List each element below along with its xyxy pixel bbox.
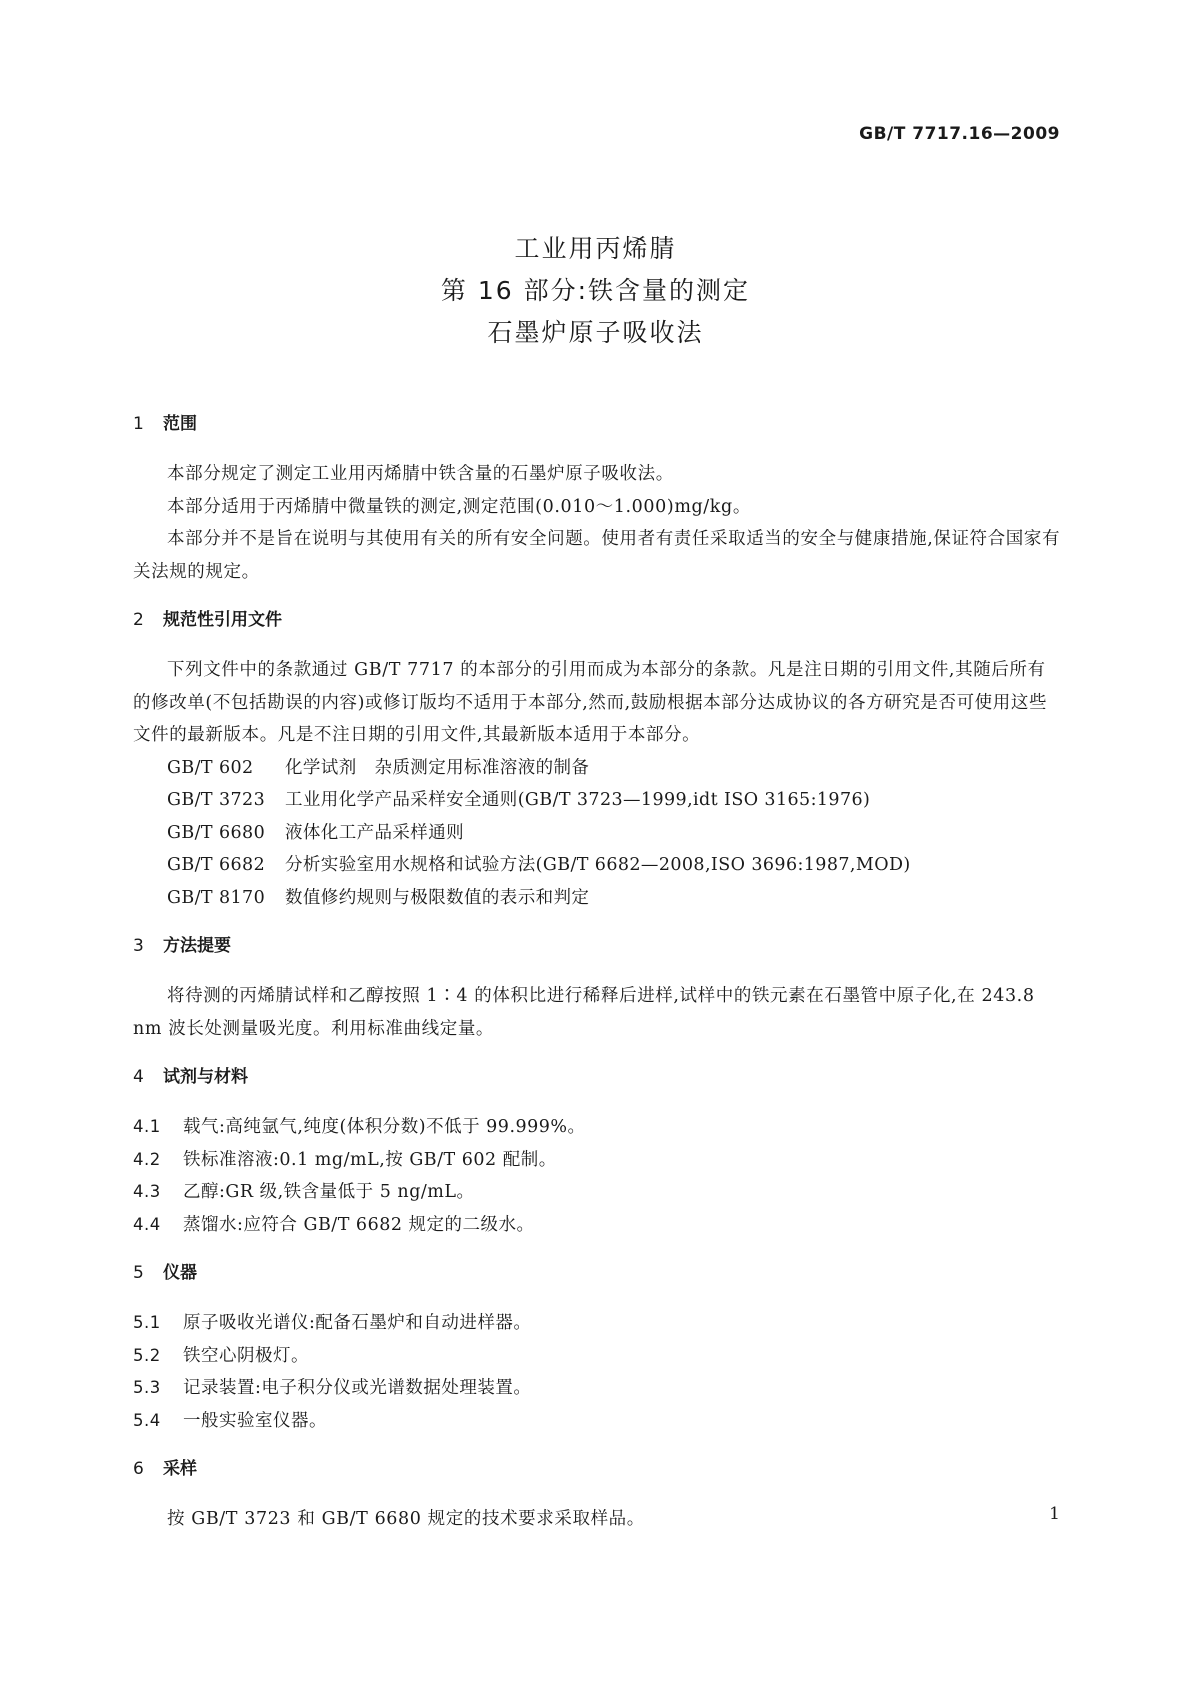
clause-number: 5.2	[133, 1345, 161, 1365]
clause-text: 记录装置:电子积分仪或光谱数据处理装置。	[183, 1378, 532, 1398]
reference-title: 工业用化学产品采样安全通则(GB/T 3723—1999,idt ISO 3165:1976)	[285, 790, 871, 810]
clause-text: 原子吸收光谱仪:配备石墨炉和自动进样器。	[183, 1313, 532, 1333]
section-title: 方法提要	[163, 936, 231, 956]
section-heading-4	[133, 1065, 1061, 1089]
title-line-2: 第 16 部分:铁含量的测定	[440, 276, 751, 305]
section-number: 6	[133, 1459, 144, 1479]
section-heading-5	[133, 1261, 1061, 1285]
paragraph: 按 GB/T 3723 和 GB/T 6680 规定的技术要求采取样品。	[167, 1509, 645, 1529]
section-heading-1	[133, 412, 1061, 436]
title-line-1: 工业用丙烯腈	[514, 234, 677, 263]
section-heading-2	[133, 608, 1061, 632]
title-line-3: 石墨炉原子吸收法	[487, 318, 704, 347]
reference-code: GB/T 602	[167, 757, 254, 778]
reference-code: GB/T 6682	[167, 855, 266, 875]
reference-code: GB/T 6680	[167, 822, 266, 843]
reference-title: 分析实验室用水规格和试验方法(GB/T 6682—2008,ISO 3696:1987,MOD)	[285, 855, 911, 875]
standard-code: GB/T 7717.16—2009	[859, 124, 1060, 144]
clause-text: 乙醇:GR 级,铁含量低于 5 ng/mL。	[183, 1182, 475, 1202]
section-title: 范围	[163, 414, 197, 434]
section-title: 采样	[163, 1459, 197, 1479]
section-heading-6	[133, 1457, 1061, 1481]
clause-item	[133, 1340, 1061, 1373]
document-title	[0, 228, 1191, 354]
paragraph: 将待测的丙烯腈试样和乙醇按照 1∶4 的体积比进行稀释后进样,试样中的铁元素在石墨管中原子化,在 243.8 nm 波长处测量吸光度。利用标准曲线定量。	[133, 986, 1035, 1039]
reference-item	[133, 817, 1061, 850]
reference-item	[133, 752, 1061, 785]
reference-code: GB/T 3723	[167, 790, 266, 810]
section-number: 4	[133, 1067, 144, 1087]
clause-text: 铁标准溶液:0.1 mg/mL,按 GB/T 602 配制。	[183, 1149, 557, 1170]
paragraph: 本部分适用于丙烯腈中微量铁的测定,测定范围(0.010～1.000)mg/kg。	[167, 496, 751, 517]
reference-item	[133, 882, 1061, 915]
section-title: 仪器	[163, 1263, 197, 1283]
clause-number: 5.1	[133, 1313, 161, 1332]
reference-code: GB/T 8170	[167, 887, 266, 908]
clause-item	[133, 1307, 1061, 1340]
clause-item	[133, 1144, 1061, 1177]
reference-item	[133, 784, 1061, 817]
reference-title: 数值修约规则与极限数值的表示和判定	[285, 887, 590, 908]
section-number: 1	[133, 414, 144, 434]
clause-number: 5.3	[133, 1378, 161, 1397]
section-number: 2	[133, 610, 144, 630]
clause-item	[133, 1111, 1061, 1144]
reference-item	[133, 849, 1061, 882]
clause-number: 5.4	[133, 1410, 161, 1430]
clause-text: 一般实验室仪器。	[183, 1410, 327, 1431]
section-number: 3	[133, 936, 144, 956]
reference-title: 化学试剂 杂质测定用标准溶液的制备	[285, 757, 590, 778]
section-heading-3	[133, 934, 1061, 958]
clause-item	[133, 1209, 1061, 1242]
section-number: 5	[133, 1263, 144, 1283]
clause-number: 4.1	[133, 1117, 161, 1136]
clause-number: 4.2	[133, 1149, 161, 1169]
section-title: 规范性引用文件	[163, 610, 282, 630]
paragraph: 下列文件中的条款通过 GB/T 7717 的本部分的引用而成为本部分的条款。凡是注日期的引用文件,其随后所有的修改单(不包括勘误的内容)或修订版均不适用于本部分,然而,鼓励根据本部分达成协议的各方研究是否可使用这些文件的最新版本。凡是不注日期的引用文件,其最新版本适用于本部分。	[133, 660, 1048, 745]
page-number: 1	[1049, 1504, 1060, 1524]
document-body	[133, 412, 1061, 1536]
section-title: 试剂与材料	[163, 1067, 248, 1087]
clause-item	[133, 1176, 1061, 1209]
clause-number: 4.3	[133, 1182, 161, 1201]
clause-text: 蒸馏水:应符合 GB/T 6682 规定的二级水。	[183, 1214, 535, 1235]
clause-text: 载气:高纯氩气,纯度(体积分数)不低于 99.999%。	[183, 1117, 586, 1137]
reference-title: 液体化工产品采样通则	[285, 822, 464, 843]
paragraph: 本部分并不是旨在说明与其使用有关的所有安全问题。使用者有责任采取适当的安全与健康措施,保证符合国家有关法规的规定。	[133, 529, 1061, 582]
clause-item	[133, 1405, 1061, 1438]
paragraph: 本部分规定了测定工业用丙烯腈中铁含量的石墨炉原子吸收法。	[167, 464, 674, 484]
clause-item	[133, 1372, 1061, 1405]
clause-number: 4.4	[133, 1214, 161, 1234]
clause-text: 铁空心阴极灯。	[183, 1345, 309, 1366]
